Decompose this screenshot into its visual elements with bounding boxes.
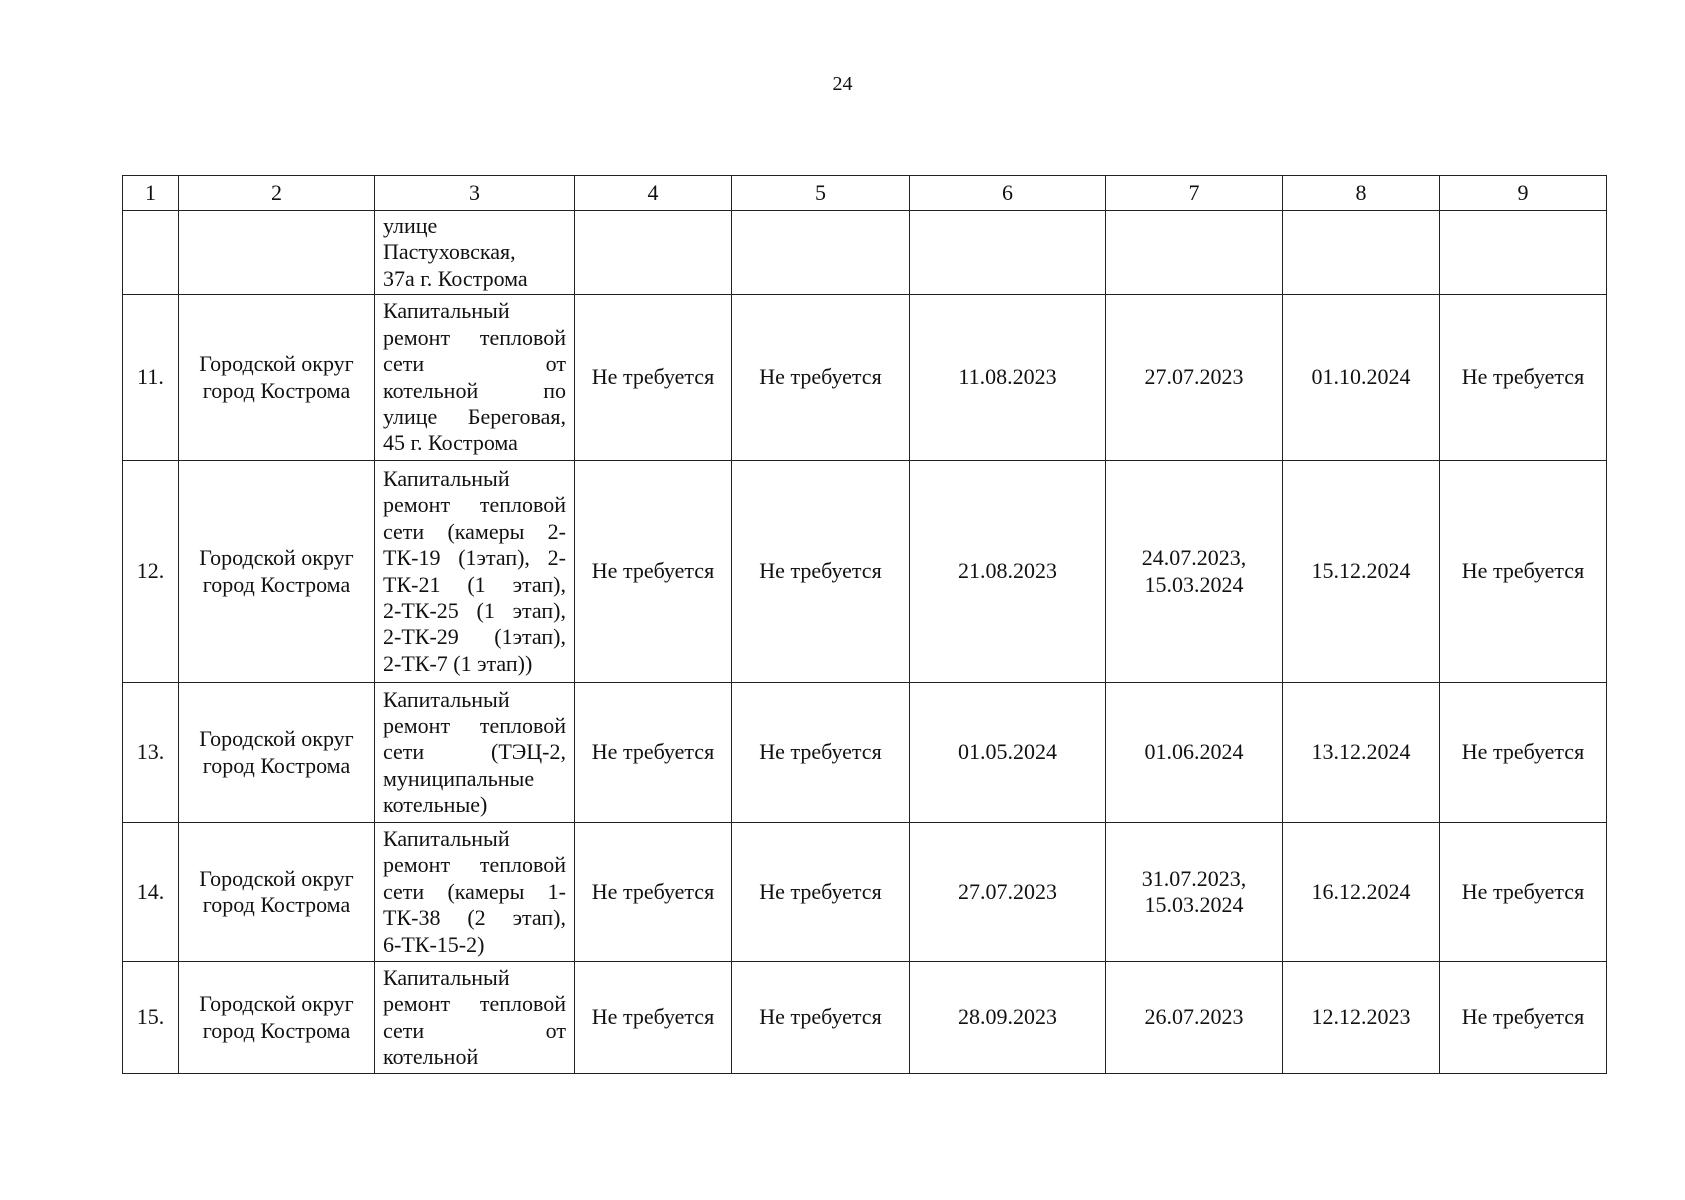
cell-col8: 01.10.2024 [1283, 295, 1440, 461]
cell-col5: Не требуется [732, 823, 910, 962]
description-line: 37а г. Кострома [383, 265, 528, 291]
description-line: ремонт тепловой [383, 324, 566, 350]
page-number: 24 [832, 73, 853, 95]
cell-col4: Не требуется [575, 683, 732, 823]
header-cell: 2 [179, 176, 375, 211]
cell-col6: 28.09.2023 [910, 962, 1106, 1074]
cell-description [375, 295, 575, 461]
description-line: сети (камеры 2- [383, 518, 566, 544]
cell-col4 [575, 211, 732, 295]
description-line: Капитальный [383, 686, 510, 712]
cell-col9: Не требуется [1440, 295, 1607, 461]
cell-col5 [732, 211, 910, 295]
table-row [123, 683, 1607, 823]
cell-col5: Не требуется [732, 683, 910, 823]
cell-description [375, 211, 575, 295]
description-line: Капитальный [383, 298, 510, 324]
description-line: Пастуховская, [383, 239, 516, 265]
cell-col5: Не требуется [732, 295, 910, 461]
table-row [123, 962, 1607, 1074]
table-row [123, 295, 1607, 461]
cell-col8: 16.12.2024 [1283, 823, 1440, 962]
description-line: ремонт тепловой [383, 712, 566, 738]
description-line: котельные) [383, 792, 488, 818]
cell-col8: 13.12.2024 [1283, 683, 1440, 823]
data-table [122, 175, 1607, 1074]
cell-col4: Не требуется [575, 823, 732, 962]
table-row [123, 461, 1607, 683]
cell-org: Городской округ город Кострома [179, 295, 375, 461]
cell-col4: Не требуется [575, 295, 732, 461]
cell-col9 [1440, 211, 1607, 295]
description-line: сети (камеры 1- [383, 878, 566, 904]
description-line: 2-ТК-25 (1 этап), [383, 597, 566, 623]
table-row [123, 823, 1607, 962]
cell-col7: 24.07.2023, 15.03.2024 [1106, 461, 1283, 683]
cell-num: 15. [123, 962, 179, 1074]
cell-col6: 01.05.2024 [910, 683, 1106, 823]
cell-col8: 15.12.2024 [1283, 461, 1440, 683]
cell-description [375, 823, 575, 962]
cell-num [123, 211, 179, 295]
cell-num: 11. [123, 295, 179, 461]
description-line: Капитальный [383, 964, 510, 990]
cell-col7: 01.06.2024 [1106, 683, 1283, 823]
header-cell: 4 [575, 176, 732, 211]
header-cell: 6 [910, 176, 1106, 211]
cell-org: Городской округ город Кострома [179, 823, 375, 962]
description-line: улице Береговая, [383, 403, 566, 429]
description-line: котельной по [383, 377, 566, 403]
cell-description [375, 962, 575, 1074]
description-line: муниципальные [383, 765, 535, 791]
table-row [123, 211, 1607, 295]
cell-col7: 26.07.2023 [1106, 962, 1283, 1074]
cell-col4: Не требуется [575, 962, 732, 1074]
header-cell: 5 [732, 176, 910, 211]
cell-col7: 31.07.2023, 15.03.2024 [1106, 823, 1283, 962]
header-row [123, 176, 1607, 211]
description-line: 2-ТК-29 (1этап), [383, 624, 566, 650]
cell-col6: 11.08.2023 [910, 295, 1106, 461]
description-line: ремонт тепловой [383, 492, 566, 518]
cell-org: Городской округ город Кострома [179, 683, 375, 823]
description-line: 45 г. Кострома [383, 430, 518, 456]
cell-col6: 21.08.2023 [910, 461, 1106, 683]
header-cell: 3 [375, 176, 575, 211]
cell-col8 [1283, 211, 1440, 295]
cell-num: 12. [123, 461, 179, 683]
description-line: ремонт тепловой [383, 991, 566, 1017]
description-line: 6-ТК-15-2) [383, 931, 485, 957]
header-cell: 7 [1106, 176, 1283, 211]
description-line: Капитальный [383, 826, 510, 852]
description-line: сети от [383, 351, 566, 377]
header-cell: 9 [1440, 176, 1607, 211]
description-line: сети от [383, 1017, 566, 1043]
description-line: ТК-19 (1этап), 2- [383, 545, 566, 571]
cell-col5: Не требуется [732, 461, 910, 683]
cell-org [179, 211, 375, 295]
description-line: 2-ТК-7 (1 этап)) [383, 650, 533, 676]
header-cell: 1 [123, 176, 179, 211]
cell-col7 [1106, 211, 1283, 295]
cell-org: Городской округ город Кострома [179, 461, 375, 683]
cell-col5: Не требуется [732, 962, 910, 1074]
cell-col9: Не требуется [1440, 823, 1607, 962]
cell-col6 [910, 211, 1106, 295]
description-line: Капитальный [383, 465, 510, 491]
cell-org: Городской округ город Кострома [179, 962, 375, 1074]
description-line: котельной [383, 1043, 479, 1069]
description-line: ТК-38 (2 этап), [383, 905, 566, 931]
description-line: ТК-21 (1 этап), [383, 571, 566, 597]
cell-description [375, 683, 575, 823]
cell-col7: 27.07.2023 [1106, 295, 1283, 461]
cell-num: 14. [123, 823, 179, 962]
cell-col6: 27.07.2023 [910, 823, 1106, 962]
description-line: улице [383, 212, 438, 238]
cell-col9: Не требуется [1440, 962, 1607, 1074]
cell-num: 13. [123, 683, 179, 823]
cell-description [375, 461, 575, 683]
cell-col9: Не требуется [1440, 461, 1607, 683]
cell-col8: 12.12.2023 [1283, 962, 1440, 1074]
description-line: сети (ТЭЦ-2, [383, 739, 566, 765]
cell-col9: Не требуется [1440, 683, 1607, 823]
cell-col4: Не требуется [575, 461, 732, 683]
header-cell: 8 [1283, 176, 1440, 211]
description-line: ремонт тепловой [383, 852, 566, 878]
